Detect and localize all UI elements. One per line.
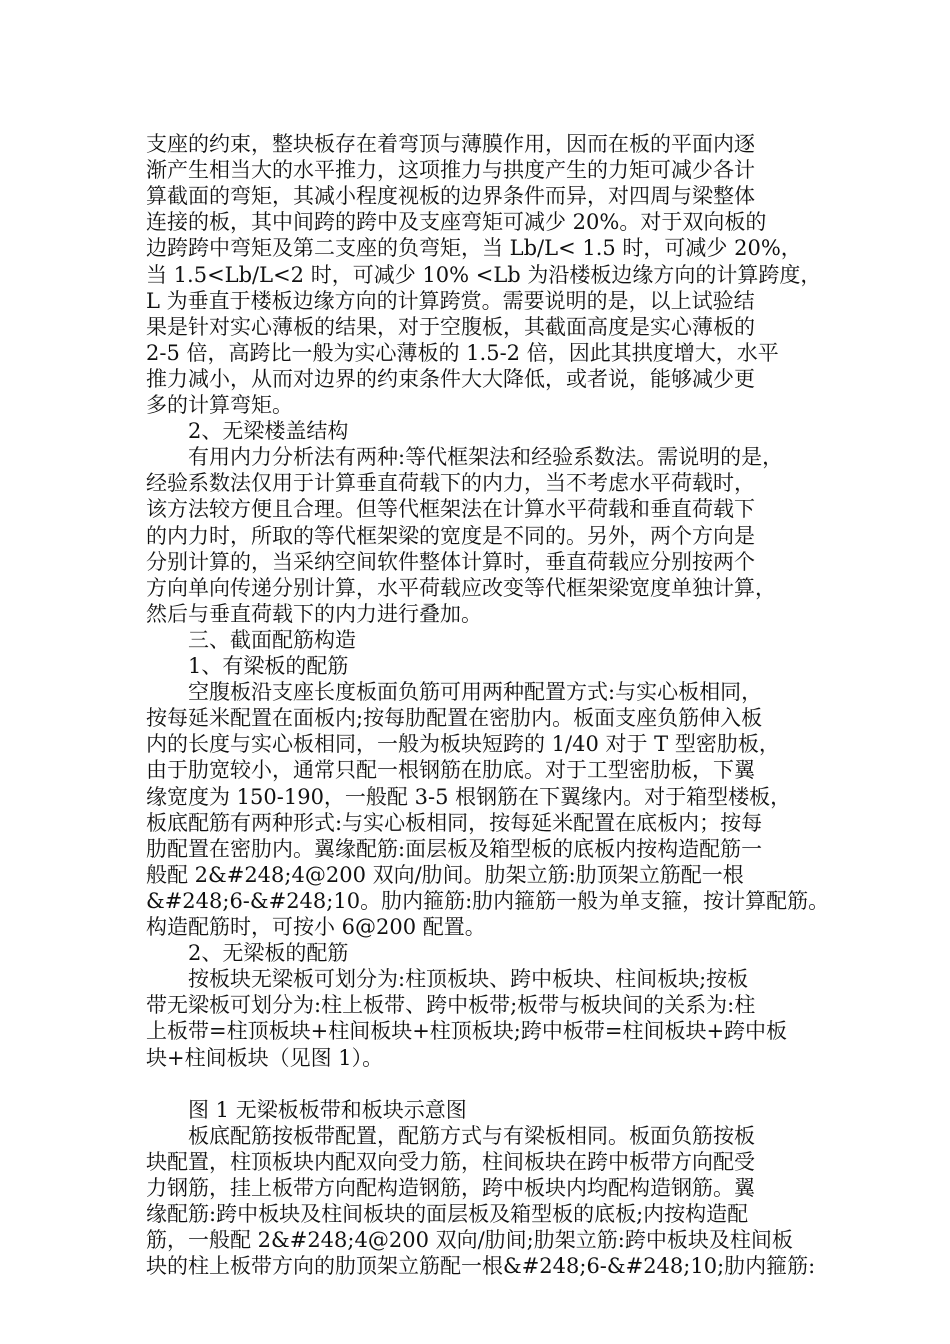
text-line: 2-5 倍，高跨比一般为实心薄板的 1.5-2 倍，因此其拱度增大，水平: [146, 340, 779, 365]
text-line: 然后与垂直荷载下的内力进行叠加。: [146, 601, 482, 626]
text-line: 带无梁板可划分为:柱上板带、跨中板带;板带与板块间的关系为:柱: [146, 993, 756, 1018]
text-line: 由于肋宽较小，通常只配一根钢筋在肋底。对于工型密肋板，下翼: [146, 758, 755, 783]
text-line: 分别计算的，当采纳空间软件整体计算时，垂直荷载应分别按两个: [146, 549, 755, 574]
text-line: 空腹板沿支座长度板面负筋可用两种配置方式:与实心板相同，: [146, 680, 763, 705]
text-line: 块+柱间板块（见图 1）。: [146, 1045, 384, 1070]
text-line: 缘宽度为 150-190，一般配 3-5 根钢筋在下翼缘内。对于箱型楼板，: [146, 784, 792, 809]
text-line: 按板块无梁板可划分为:柱顶板块、跨中板块、柱间板块;按板: [146, 967, 749, 992]
text-line: 内的长度与实心板相同，一般为板块短跨的 1/40 对于 T 型密肋板，: [146, 732, 780, 757]
text-line: 边跨跨中弯矩及第二支座的负弯矩，当 Lb/L< 1.5 时，可减少 20%，: [146, 236, 802, 261]
text-line: 块的柱上板带方向的肋顶架立筋配一根&#248;6-&#248;10;肋内箍筋:: [146, 1254, 816, 1279]
text-line: 算截面的弯矩，其减小程度视板的边界条件而异，对四周与梁整体: [146, 184, 755, 209]
text-line: 肋配置在密肋内。翼缘配筋:面层板及箱型板的底板内按构造配筋一: [146, 836, 763, 861]
text-line: L 为垂直于楼板边缘方向的计算跨赏。需要说明的是，以上试验结: [146, 288, 755, 313]
text-line: 三、截面配筋构造: [146, 627, 356, 652]
text-line: 方向单向传递分别计算，水平荷载应改变等代框架梁宽度单独计算，: [146, 575, 776, 600]
text-line: 板底配筋按板带配置，配筋方式与有梁板相同。板面负筋按板: [146, 1123, 755, 1148]
text-line: 连接的板，其中间跨的跨中及支座弯矩可减少 20%。对于双向板的: [146, 210, 767, 235]
text-line: 图 1 无梁板板带和板块示意图: [146, 1097, 467, 1122]
text-line: 块配置，柱顶板块内配双向受力筋，柱间板块在跨中板带方向配受: [146, 1149, 755, 1174]
text-line: 经验系数法仅用于计算垂直荷载下的内力，当不考虑水平荷载时，: [146, 471, 755, 496]
text-line: 力钢筋，挂上板带方向配构造钢筋，跨中板块内均配构造钢筋。翼: [146, 1176, 755, 1200]
text-line: &#248;6-&#248;10。肋内箍筋:肋内箍筋一般为单支箍，按计算配筋。: [146, 888, 830, 913]
text-line: 构造配筋时，可按小 6@200 配置。: [146, 915, 486, 939]
text-line: 板底配筋有两种形式:与实心板相同，按每延米配置在底板内；按每: [146, 810, 763, 835]
text-line: 的内力时，所取的等代框架梁的宽度是不同的。另外，两个方向是: [146, 523, 755, 548]
text-line: 1、有梁板的配筋: [146, 654, 349, 678]
text-line: 支座的约束，整块板存在着弯顶与薄膜作用，因而在板的平面内逐: [146, 132, 755, 156]
text-line: 2、无梁板的配筋: [146, 941, 349, 966]
text-line: [146, 1071, 836, 1097]
text-line: 多的计算弯矩。: [146, 393, 293, 417]
text-line: 缘配筋:跨中板块及柱间板块的面层板及箱型板的底板;内按构造配: [146, 1202, 749, 1227]
text-line: 2、无梁楼盖结构: [146, 419, 349, 444]
text-line: 有用内力分析法有两种:等代框架法和经验系数法。需说明的是，: [146, 445, 784, 470]
text-line: 当 1.5<Lb/L<2 时，可减少 10% <Lb 为沿楼板边缘方向的计算跨度，: [146, 262, 822, 287]
text-line: 推力减小，从而对边界的约束条件大大降低，或者说，能够减少更: [146, 366, 755, 391]
text-line: 渐产生相当大的水平推力，这项推力与拱度产生的力矩可减少各计: [146, 158, 755, 183]
text-line: 按每延米配置在面板内;按每肋配置在密肋内。板面支座负筋伸入板: [146, 706, 763, 731]
text-line: 筋，一般配 2&#248;4@200 双向/肋间;肋架立筋:跨中板块及柱间板: [146, 1228, 793, 1253]
text-line: 般配 2&#248;4@200 双向/肋间。肋架立筋:肋顶架立筋配一根: [146, 862, 744, 887]
text-line: 果是针对实心薄板的结果，对于空腹板，其截面高度是实心薄板的: [146, 314, 755, 339]
text-line: 该方法较方便且合理。但等代框架法在计算水平荷载和垂直荷载下: [146, 497, 755, 522]
text-line: 上板带=柱顶板块+柱间板块+柱顶板块;跨中板带=柱间板块+跨中板: [146, 1019, 788, 1044]
